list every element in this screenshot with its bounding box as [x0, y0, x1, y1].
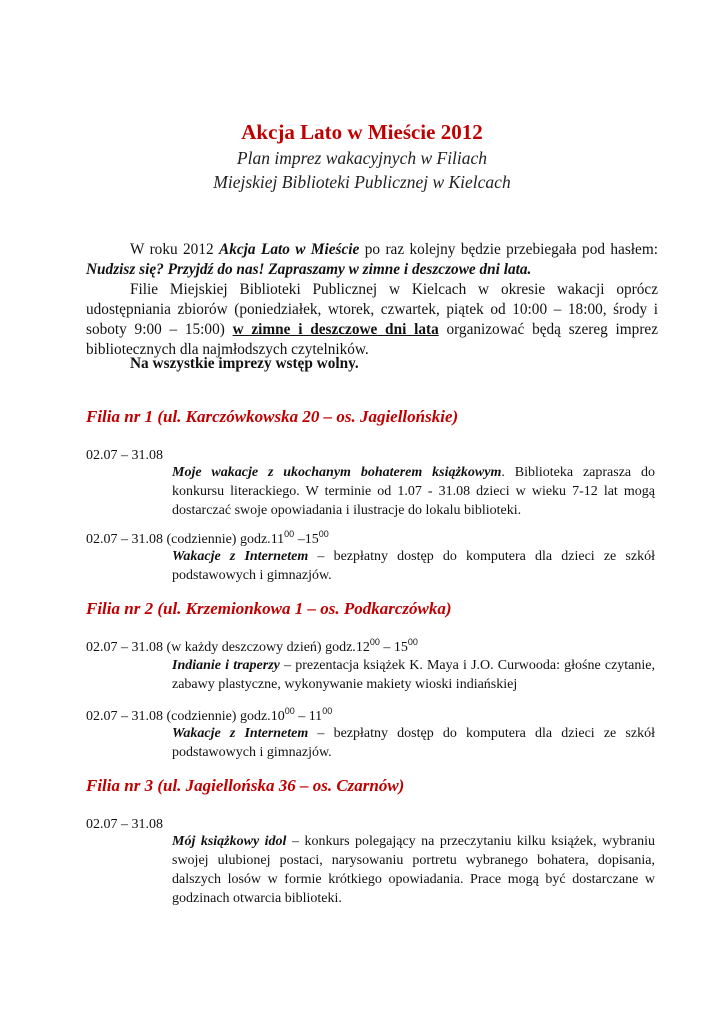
intro-p1-text-a: W roku 2012 — [130, 241, 220, 258]
filia-1-entry-1-description — [172, 463, 655, 520]
entry-schedule: (codziennie) godz. — [163, 532, 271, 547]
event-title: Mój książkowy idol — [172, 834, 287, 849]
event-title: Moje wakacje z ukochanym bohaterem książkowym — [172, 465, 502, 480]
event-text: – konkurs polegający na przeczytaniu kilku książek, wybraniu swojej ulubionej postaci, narysowaniu portretu wybranego bohatera, dopisania, dalszych losów w formie krótkiego opowiadania. Prace mogą być dostarczane w godzinach otwarcia biblioteki. — [172, 834, 655, 906]
entry-schedule: (w każdy deszczowy dzień) godz. — [163, 640, 356, 655]
time-start: 10 — [270, 709, 285, 724]
filia-3-entry-1-date — [86, 815, 163, 833]
time-end-minutes: 00 — [407, 637, 418, 647]
time-start-minutes: 00 — [369, 637, 380, 647]
event-title: Wakacje z Internetem — [172, 549, 309, 564]
filia-1-entry-2-description — [172, 547, 655, 585]
entry-schedule: (codziennie) godz. — [163, 709, 271, 724]
filia-3-heading: Filia nr 3 (ul. Jagiellońska 36 – os. Czarnów) — [86, 776, 405, 795]
document-title: Akcja Lato w Mieście 2012 — [241, 120, 483, 144]
time-end: 11 — [308, 709, 323, 724]
filia-2-entry-2-description — [172, 724, 655, 762]
intro-p2-text-b: organizować będą szereg imprez bibliotecznych dla najmłodszych czytelników. — [86, 321, 658, 358]
document-subtitle-line-2: Miejskiej Biblioteki Publicznej w Kielcach — [213, 172, 511, 192]
time-end-minutes: 00 — [322, 706, 333, 716]
entry-date-text: 02.07 – 31.08 — [86, 532, 163, 547]
event-text: . Biblioteka zaprasza do konkursu literackiego. W terminie od 1.07 - 31.08 dzieci w wieku 7-12 lat mogą dostarczać swoje opowiadania i ilustracje do lokalu biblioteki. — [172, 465, 655, 518]
entry-date-text: 02.07 – 31.08 — [86, 640, 163, 655]
entry-date-text: 02.07 – 31.08 — [86, 709, 163, 724]
entry-date-text: 02.07 – 31.08 — [86, 448, 163, 463]
document-subtitle-line-1: Plan imprez wakacyjnych w Filiach — [236, 148, 488, 168]
event-title: Indianie i traperzy — [172, 658, 280, 673]
time-start-minutes: 00 — [284, 529, 295, 539]
filia-1-entry-2-date — [86, 530, 329, 548]
action-name: Akcja Lato w Mieście — [219, 241, 360, 258]
time-start: 12 — [355, 640, 370, 655]
time-dash: – — [379, 640, 394, 655]
filia-3-entry-1-description — [172, 832, 655, 908]
time-end: 15 — [304, 532, 319, 547]
event-text: – bezpłatny dostęp do komputera dla dzieci ze szkół podstawowych i gimnazjów. — [172, 726, 655, 760]
rainy-days-phrase: w zimne i deszczowe dni lata — [232, 321, 439, 338]
filia-1-heading: Filia nr 1 (ul. Karczówkowska 20 – os. Jagiellońskie) — [86, 407, 459, 426]
filia-2-entry-1-date — [86, 638, 418, 656]
event-text: – prezentacja książek K. Maya i J.O. Curwooda: głośne czytanie, zabawy plastyczne, wykonywanie makiety wioski indiańskiej — [172, 658, 655, 692]
filia-1-entry-1-date — [86, 446, 163, 464]
intro-p1-text-b: po raz kolejny będzie przebiegała pod hasłem: — [359, 241, 658, 258]
intro-paragraph-1 — [86, 240, 658, 280]
filia-2-entry-1-description — [172, 656, 655, 694]
time-end: 15 — [393, 640, 408, 655]
time-start: 11 — [270, 532, 285, 547]
free-entry-note: Na wszystkie imprezy wstęp wolny. — [130, 355, 359, 372]
time-dash: – — [294, 709, 309, 724]
intro-text — [86, 240, 658, 360]
entry-date-text: 02.07 – 31.08 — [86, 817, 163, 832]
time-dash: – — [294, 532, 305, 547]
time-start-minutes: 00 — [284, 706, 295, 716]
event-title: Wakacje z Internetem — [172, 726, 309, 741]
time-end-minutes: 00 — [318, 529, 329, 539]
event-text: – bezpłatny dostęp do komputera dla dzieci ze szkół podstawowych i gimnazjów. — [172, 549, 655, 583]
intro-paragraph-2 — [86, 280, 658, 360]
intro-p2-text-a: Filie Miejskiej Biblioteki Publicznej w Kielcach w okresie wakacji oprócz udostępniania zbiorów (poniedziałek, wtorek, czwartek, piątek od 10:00 – 18:00, środy i soboty 9:00 – 15:00) — [86, 281, 658, 338]
slogan: Nudzisz się? Przyjdź do nas! Zapraszamy w zimne i deszczowe dni lata. — [86, 261, 532, 278]
filia-2-heading: Filia nr 2 (ul. Krzemionkowa 1 – os. Podkarczówka) — [86, 599, 452, 618]
filia-2-entry-2-date — [86, 707, 332, 725]
